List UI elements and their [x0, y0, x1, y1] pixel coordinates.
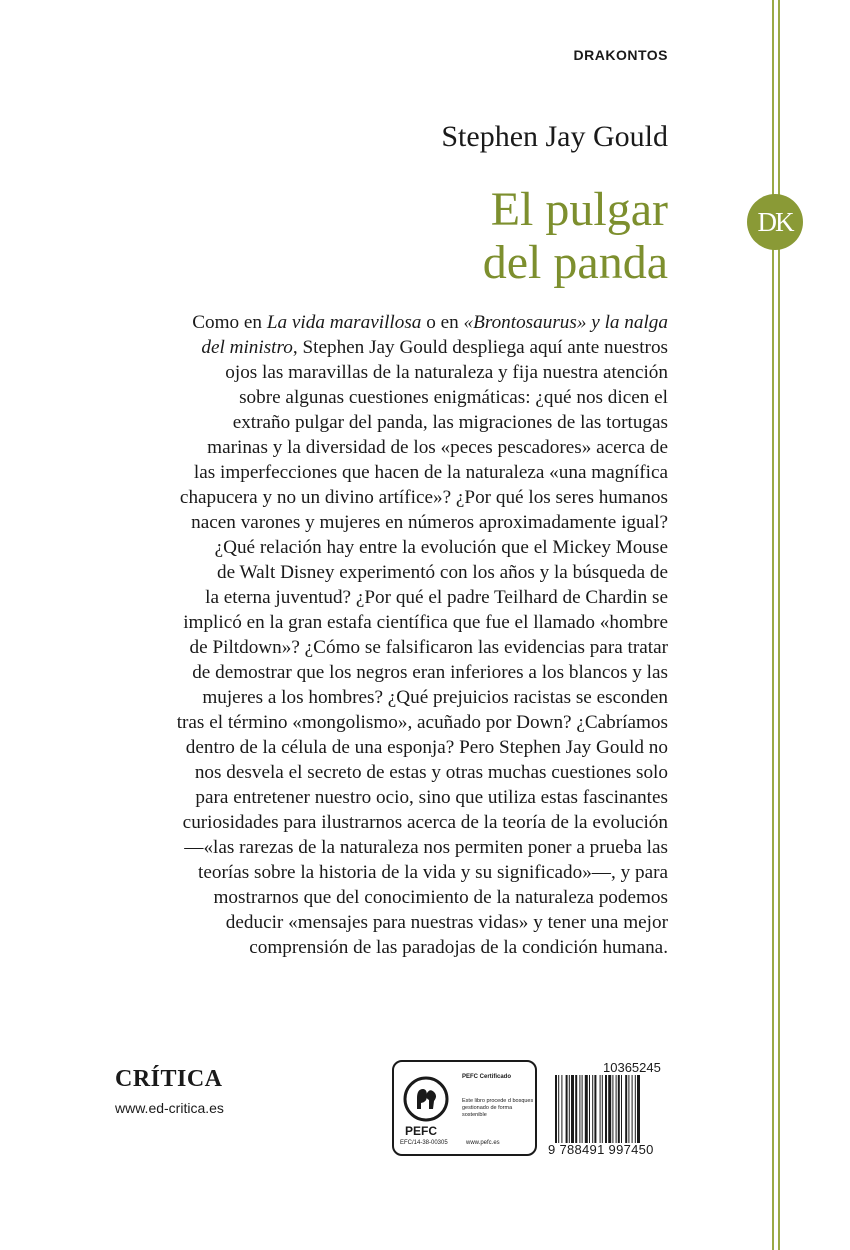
pefc-website: www.pefc.es: [466, 1140, 500, 1146]
green-rule-left: [772, 0, 774, 1250]
blurb-line: deducir «mensajes para nuestras vidas» y tener una mejor: [225, 912, 668, 933]
blurb-book-title: «Brontosaurus» y la nalga: [463, 312, 668, 333]
pefc-code: EFC/14-38-00305: [400, 1140, 448, 1146]
book-title: [483, 183, 668, 289]
title-line-2: del panda: [482, 236, 668, 289]
blurb-line: ¿Qué relación hay entre la evolución que el Mickey Mouse: [214, 537, 668, 558]
internal-code: 10365245: [603, 1060, 661, 1075]
blurb-line: de Piltdown»? ¿Cómo se falsificaron las evidencias para tratar: [189, 637, 668, 658]
pefc-logo-icon: [403, 1076, 449, 1122]
barcode-bar: [571, 1075, 574, 1143]
blurb-line: de Walt Disney experimentó con los años y la búsqueda de: [216, 562, 668, 583]
blurb-line: la eterna juventud? ¿Por qué el padre Teilhard de Chardin se: [205, 587, 668, 608]
blurb-book-title: del ministro: [201, 337, 293, 358]
blurb-line: las imperfecciones que hacen de la naturaleza «una magnífica: [193, 462, 668, 483]
blurb-text: o en: [421, 312, 464, 333]
publisher-logo: CRÍTICA: [115, 1066, 223, 1092]
barcode-bar: [605, 1075, 607, 1143]
barcode-bar: [621, 1075, 622, 1143]
barcode-bar: [600, 1075, 601, 1143]
blurb-line: ojos las maravillas de la naturaleza y fija nuestra atención: [225, 362, 668, 383]
barcode-bar: [608, 1075, 611, 1143]
blurb-line: implicó en la gran estafa científica que fue el llamado «hombre: [183, 612, 668, 633]
blurb-line: marinas y la diversidad de los «peces pescadores» acerca de: [207, 437, 668, 458]
blurb-line: extraño pulgar del panda, las migraciones de las tortugas: [232, 412, 668, 433]
barcode-bar: [635, 1075, 636, 1143]
barcode-bar: [612, 1075, 613, 1143]
blurb-text: , Stephen Jay Gould despliega aquí ante nuestros: [292, 337, 668, 358]
blurb-line: chapucera y no un divino artífice»? ¿Por qué los seres humanos: [179, 487, 668, 508]
barcode-bar: [575, 1075, 577, 1143]
back-cover-blurb: [128, 310, 668, 960]
barcode-bar: [582, 1075, 583, 1143]
blurb-line: comprensión de las paradojas de la condición humana.: [249, 937, 668, 958]
pefc-name: PEFC: [405, 1124, 438, 1138]
title-line-1: El pulgar: [490, 183, 668, 236]
barcode-bar: [561, 1075, 562, 1143]
series-label: DRAKONTOS: [573, 47, 668, 63]
barcode-bar: [637, 1075, 640, 1143]
blurb-line: [128, 310, 668, 335]
barcode-bar: [569, 1075, 570, 1143]
pefc-certified-label: PEFC Certificado: [462, 1074, 512, 1080]
blurb-line: nacen varones y mujeres en números aproximadamente igual?: [191, 512, 668, 533]
blurb-line: mujeres a los hombres? ¿Qué prejuicios racistas se esconden: [202, 687, 668, 708]
barcode-bar: [592, 1075, 593, 1143]
barcode-bar: [589, 1075, 590, 1143]
green-rule-right: [778, 0, 780, 1250]
barcode-bar: [585, 1075, 588, 1143]
blurb-line: de demostrar que los negros eran inferiores a los blancos y las: [192, 662, 668, 683]
blurb-book-title: La vida maravillosa: [266, 312, 422, 333]
author-name: Stephen Jay Gould: [441, 120, 668, 153]
barcode-bar: [558, 1075, 559, 1143]
barcode-bar: [625, 1075, 627, 1143]
blurb-text: Como en: [192, 312, 267, 333]
barcode-bar: [555, 1075, 557, 1143]
blurb-line: teorías sobre la historia de la vida y su significado»—, y para: [198, 862, 668, 883]
barcode-bar: [566, 1075, 568, 1143]
blurb-line: dentro de la célula de una esponja? Pero Stephen Jay Gould no: [185, 737, 668, 758]
barcode-bar: [602, 1075, 603, 1143]
blurb-line: [128, 335, 668, 360]
pefc-certification-box: [392, 1060, 537, 1156]
barcode-bar: [579, 1075, 580, 1143]
publisher-website[interactable]: www.ed-critica.es: [115, 1100, 224, 1116]
blurb-line: mostrarnos que del conocimiento de la naturaleza podemos: [213, 887, 668, 908]
barcode-bar: [628, 1075, 629, 1143]
dk-badge: DK: [747, 194, 803, 250]
barcode-bar: [616, 1075, 617, 1143]
isbn-digits: 9 788491 997450: [548, 1142, 654, 1157]
barcode-bar: [594, 1075, 596, 1143]
barcode-bar: [618, 1075, 620, 1143]
blurb-line: nos desvela el secreto de estas y otras muchas cuestiones solo: [194, 762, 668, 783]
blurb-line: —«las rarezas de la naturaleza nos permiten poner a prueba las: [184, 837, 668, 858]
blurb-line: tras el término «mongolismo», acuñado por Down? ¿Cabríamos: [176, 712, 668, 733]
blurb-line: para entretener nuestro ocio, sino que utiliza estas fascinantes: [195, 787, 668, 808]
barcode-bar: [632, 1075, 633, 1143]
blurb-line: sobre algunas cuestiones enigmáticas: ¿qué nos dicen el: [239, 387, 668, 408]
blurb-line: curiosidades para ilustrarnos acerca de la teoría de la evolución: [182, 812, 668, 833]
pefc-description: Este libro procede d bosques gestionado de forma sostenible: [462, 1098, 534, 1118]
isbn-barcode: [555, 1075, 670, 1143]
